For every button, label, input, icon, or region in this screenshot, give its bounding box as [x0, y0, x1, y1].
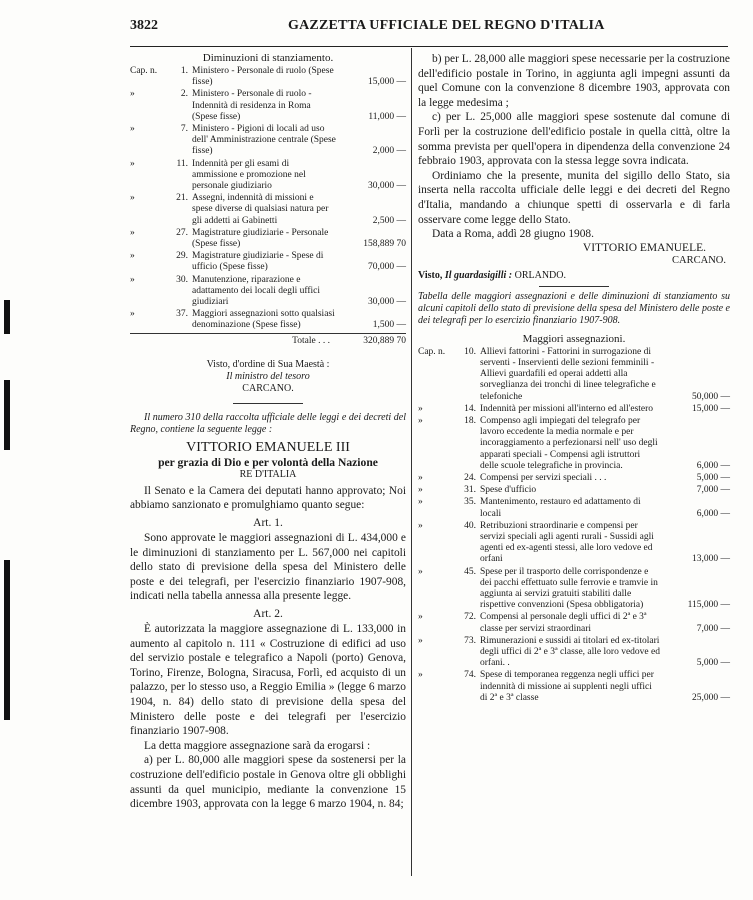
row-description: Compensi al personale degli uffici di 2ª e 3ª classe per servizi straordinari — [480, 612, 647, 634]
row-amount: 2,500 — — [372, 215, 406, 226]
table-row — [130, 228, 406, 251]
row-description: Ministero - Personale di ruolo - Indennità di residenza in Roma (Spese fisse) — [192, 89, 312, 122]
table-row — [130, 89, 406, 124]
row-chapter-number: 72. — [464, 612, 476, 623]
law-intro: Il numero 310 della raccolta ufficiale delle leggi e dei decreti del Regno, contiene la seguente legge : — [130, 411, 406, 435]
row-chapter-number: 7. — [180, 124, 188, 135]
row-cap: » — [418, 472, 423, 483]
row-chapter-number: 10. — [464, 346, 476, 357]
binding-mark — [4, 300, 10, 334]
row-amount: 2,000 — — [372, 146, 406, 157]
row-cap: » — [130, 89, 135, 100]
row-chapter-number: 31. — [464, 485, 476, 496]
table-row — [418, 670, 730, 705]
table-row — [418, 521, 730, 567]
table-row — [418, 473, 730, 485]
row-description: Ministero - Pigioni di locali ad uso dell' Amministrazione centrale (Spese fisse) — [192, 124, 336, 157]
row-amount: 15,000 — — [368, 77, 406, 88]
table-row — [418, 612, 730, 635]
row-cap: » — [418, 485, 423, 496]
left-column — [130, 52, 406, 812]
table-row — [130, 309, 406, 333]
row-chapter-number: 21. — [176, 193, 188, 204]
row-description: Magistrature giudiziarie - Spese di ufficio (Spese fisse) — [192, 251, 324, 273]
visto-role: Il ministro del tesoro — [226, 370, 310, 382]
row-description: Compensi per servizi speciali . . . — [480, 472, 607, 483]
row-description: Assegni, indennità di missioni e spese diverse di qualsiasi natura per gli addetti ai Gabinetti — [192, 193, 329, 226]
paragraph-erogarsi: La detta maggiore assegnazione sarà da erogarsi : — [144, 739, 371, 752]
row-description: Ministero - Personale di ruolo (Spese fisse) — [192, 66, 334, 88]
king-name: VITTORIO EMANUELE III — [186, 439, 350, 455]
king-grace: per grazia di Dio e per volontà della Nazione — [158, 455, 378, 469]
table-row — [418, 404, 730, 416]
row-chapter-number: 74. — [464, 670, 476, 681]
binding-mark — [4, 560, 10, 720]
row-chapter-number: 27. — [176, 227, 188, 238]
row-amount: 6,000 — — [696, 508, 730, 519]
table-row — [418, 636, 730, 671]
visto-guardasigilli — [418, 270, 730, 281]
row-cap: » — [130, 124, 135, 135]
row-cap: » — [130, 309, 135, 320]
table-row — [418, 347, 730, 404]
row-amount: 11,000 — — [368, 111, 406, 122]
paragraph-ordiniamo: Ordiniamo che la presente, munita del sigillo dello Stato, sia inserta nella raccolta ufficiale delle leggi e dei decreti del Regno d'Italia, mandando a chiunque spetti di osservarla e di farla osservare come legge dello Stato. — [418, 169, 730, 226]
visto-prefix: Visto, — [418, 269, 443, 281]
page-title: GAZZETTA UFFICIALE DEL REGNO D'ITALIA — [288, 18, 605, 33]
row-description: Indennità per missioni all'interno ed all'estero — [480, 403, 654, 414]
item-c: c) per L. 25,000 alle maggiori spese sostenute dal comune di Forlì per la costruzione dell'edificio postale in quella città, oltre la somma prevista per quell'opera in dipendenza della convenzione 24 febbraio 1903, approvata con la stessa legge sovra indicata. — [418, 111, 730, 168]
row-chapter-number: 29. — [176, 251, 188, 262]
row-description: Spese d'ufficio — [480, 485, 537, 496]
table-header: Maggiori assegnazioni. — [522, 332, 626, 345]
row-chapter-number: 11. — [176, 158, 188, 169]
row-amount: 25,000 — — [692, 692, 730, 703]
table-row — [418, 485, 730, 497]
signature-king: VITTORIO EMANUELE. — [582, 241, 706, 254]
row-cap: Cap. n. — [418, 346, 446, 357]
row-description: Manutenzione, riparazione e adattamento dei locali degli uffici giudiziari — [192, 274, 321, 308]
article-1-text: Sono approvate le maggiori assegnazioni di L. 434,000 e le diminuzioni di stanziamento per L. 567,000 nei capitoli dello stato di previsione della spesa del Ministero delle poste e dei telegrafi, per l'esercizio finanziario 1907-908, indicati nella tabella annessa alla presente legge. — [130, 532, 406, 603]
row-cap: » — [130, 227, 135, 238]
table-title: Tabella delle maggiori assegnazioni e delle diminuzioni di stanziamento su alcuni capitoli dello stato di previsione della spesa del Ministero delle poste e dei telegrafi per lo esercizio finanziario 1907-908. — [418, 290, 730, 326]
visto-role: Il guardasigilli : — [444, 269, 513, 281]
article-2-text: È autorizzata la maggiore assegnazione di L. 133,000 in aumento al capitolo n. 111 « Costruzione di edifici ad uso del servizio postale e telegrafico a Napoli (porto) Genova, Torino, Firenze, Bologna, Siracusa, Forlì, ed acquisto di un palazzo, per lo stesso uso, a Reggio Emilia » (legge 6 marzo 1904, n. 84) dello stato di previsione della spesa del Ministero delle poste e dei telegrafi per l'esercizio finanziario 1907-908. — [130, 623, 406, 738]
row-chapter-number: 18. — [464, 415, 476, 426]
total-value: 320,889 70 — [336, 333, 406, 347]
row-cap: » — [418, 415, 423, 426]
row-chapter-number: 40. — [464, 520, 476, 531]
row-description: Allievi fattorini - Fattorini in surrogazione di serventi - Inservienti delle sezioni femminili - Allievi guardafili ed operai addetti alla sorveglianza dei tronchi di linee telegrafiche e telefoniche — [480, 346, 656, 402]
table-row — [130, 275, 406, 310]
row-amount: 50,000 — — [692, 391, 730, 402]
row-cap: » — [130, 158, 135, 169]
section-title: Diminuzioni di stanziamento. — [202, 52, 334, 64]
row-cap: » — [418, 635, 423, 646]
column-divider — [411, 48, 412, 876]
row-description: Indennità per gli esami di ammissione e promozione nel personale giudiziario — [192, 158, 306, 192]
table-row — [130, 193, 406, 228]
page-header — [130, 18, 730, 40]
visto-line: Visto, d'ordine di Sua Maestà : — [206, 358, 330, 370]
row-chapter-number: 30. — [176, 274, 188, 285]
row-description: Retribuzioni straordinarie e compensi per servizi speciali agli agenti rurali - Sussidi agli agenti ed ex-agenti stessi, alle loro vedove ed orfani — [480, 520, 654, 565]
row-cap: » — [418, 612, 423, 623]
date-line: Data a Roma, addì 28 giugno 1908. — [432, 228, 594, 241]
row-amount: 30,000 — — [368, 181, 406, 192]
row-chapter-number: 1. — [180, 66, 188, 76]
row-chapter-number: 45. — [464, 566, 476, 577]
visto-name: CARCANO. — [242, 382, 294, 394]
row-cap: » — [418, 566, 423, 577]
row-description: Spese di temporanea reggenza negli uffici per indennità di missione ai supplenti negli uffici di 2ª e 3ª classe — [480, 670, 654, 703]
row-amount: 5,000 — — [696, 658, 730, 669]
row-description: Magistrature giudiziarie - Personale (Spese fisse) — [192, 227, 329, 250]
total-row — [130, 333, 406, 347]
row-cap: Cap. n. — [130, 66, 158, 76]
row-cap: » — [418, 403, 423, 414]
row-chapter-number: 73. — [464, 635, 476, 646]
row-amount: 115,000 — — [687, 600, 730, 611]
row-description: Mantenimento, restauro ed adattamento di locali — [480, 497, 641, 519]
visto-block — [130, 359, 406, 395]
row-description: Maggiori assegnazioni sotto qualsiasi denominazione (Spese fisse) — [192, 309, 335, 331]
king-title: RE D'ITALIA — [239, 468, 297, 480]
table-row — [130, 66, 406, 89]
row-cap: » — [418, 497, 423, 508]
item-b: b) per L. 28,000 alle maggiori spese necessarie per la costruzione dell'edificio postale in Torino, in aggiunta agli impegni assunti da quel Comune con la convenzione 8 dicembre 1903, approvata con la legge medesima ; — [418, 53, 730, 109]
table-row — [130, 159, 406, 194]
row-chapter-number: 2. — [180, 89, 188, 100]
paragraph-senate: Il Senato e la Camera dei deputati hanno approvato; Noi abbiamo sanzionato e promulghiamo quanto segue: — [130, 484, 406, 512]
row-description: Spese per il trasporto delle corrispondenze e dei pacchi effettuato sulle ferrovie e tramvie in aggiunta ai servizi gratuiti stabiliti dalle rispettive convenzioni (Spesa obbligatoria) — [480, 566, 658, 611]
row-amount: 30,000 — — [368, 297, 406, 308]
right-column — [418, 52, 730, 705]
article-1-title: Art. 1. — [253, 517, 283, 530]
table-row — [418, 416, 730, 473]
row-chapter-number: 37. — [176, 309, 188, 320]
table-row — [130, 124, 406, 159]
row-amount: 7,000 — — [696, 623, 730, 634]
row-description: Rimunerazioni e sussidi ai titolari ed ex-titolari degli uffici di 2ª e 3ª classe, alle loro vedove ed orfani. . — [480, 635, 660, 669]
table-row — [130, 251, 406, 274]
row-amount: 5,000 — — [696, 472, 730, 483]
table-row — [418, 567, 730, 613]
row-amount: 70,000 — — [368, 262, 406, 273]
row-amount: 15,000 — — [692, 403, 730, 414]
row-chapter-number: 14. — [464, 403, 476, 414]
row-cap: » — [130, 251, 135, 262]
row-amount: 13,000 — — [692, 554, 730, 565]
signature-minister: CARCANO. — [672, 254, 726, 266]
reductions-table — [130, 66, 406, 347]
total-label: Totale . . . — [192, 333, 336, 347]
row-description: Compenso agli impiegati del telegrafo per lavoro eccedente la media normale e per incoraggiamento a perfezionarsi nell' uso degli apparati speciali - Compensi agli istruttori delle scuole telegrafiche in provincia. — [480, 415, 658, 471]
row-chapter-number: 35. — [464, 497, 476, 508]
row-cap: » — [418, 520, 423, 531]
row-cap: » — [130, 274, 135, 285]
header-rule — [130, 46, 728, 47]
separator — [233, 403, 303, 404]
separator — [539, 286, 609, 287]
row-amount: 158,889 70 — [363, 239, 406, 250]
row-cap: » — [130, 193, 135, 204]
row-cap: » — [418, 670, 423, 681]
article-2-title: Art. 2. — [253, 608, 283, 621]
item-a: a) per L. 80,000 alle maggiori spese da sostenersi per la costruzione dell'edificio postale in Genova oltre gli obblighi assunti da quel municipio, mediante la convenzione 15 dicembre 1903, approvata con la legge 6 marzo 1904, n. 84; — [130, 754, 406, 811]
row-chapter-number: 24. — [464, 472, 476, 483]
row-amount: 7,000 — — [696, 485, 730, 496]
row-amount: 6,000 — — [696, 460, 730, 471]
allocations-table — [418, 347, 730, 705]
page-number: 3822 — [130, 18, 158, 33]
visto-name: ORLANDO. — [514, 269, 566, 281]
table-row — [418, 497, 730, 520]
binding-mark — [4, 380, 10, 450]
row-amount: 1,500 — — [372, 320, 406, 331]
